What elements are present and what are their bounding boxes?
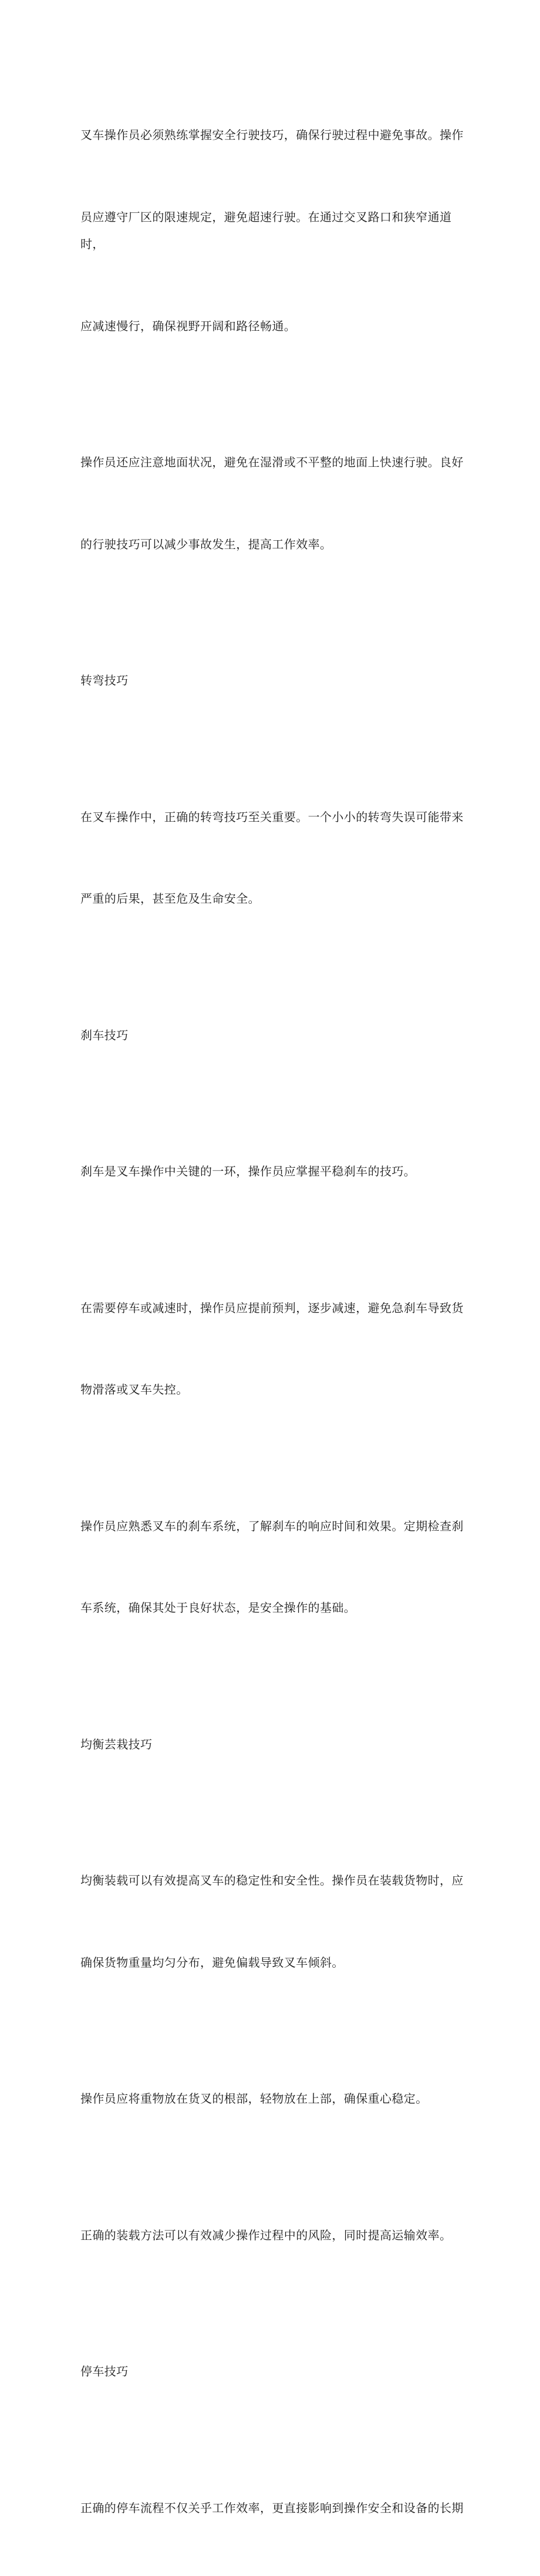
text-line: 叉车操作员必须熟练掌握安全行驶技巧，确保行驶过程中避免事故。操作: [80, 121, 468, 149]
text-line: 操作员应熟悉叉车的刹车系统，了解刹车的响应时间和效果。定期检查刹: [80, 1513, 468, 1540]
text-line: 操作员应将重物放在货叉的根部，轻物放在上部，确保重心稳定。: [80, 2085, 468, 2113]
text-line: 在叉车操作中，正确的转弯技巧至关重要。一个小小的转弯失误可能带来: [80, 804, 468, 831]
heading-parking-skills: [80, 2303, 468, 2440]
heading-text: 停车技巧: [80, 2358, 468, 2385]
text-line: 物滑落或叉车失控。: [80, 1376, 468, 1404]
heading-text: 刹车技巧: [80, 1022, 468, 1049]
text-line: 的行驶技巧可以减少事故发生，提高工作效率。: [80, 531, 468, 558]
paragraph-braking-system: [80, 1458, 468, 1676]
heading-balanced-loading: [80, 1676, 468, 1813]
text-line: 操作员还应注意地面状况，避免在湿滑或不平整的地面上快速行驶。良好: [80, 449, 468, 476]
paragraph-turning: [80, 749, 468, 967]
document-body: [80, 67, 468, 2576]
text-line: 在需要停车或减速时，操作员应提前预判，逐步减速，避免急刹车导致货: [80, 1294, 468, 1322]
text-line: 均衡装载可以有效提高叉车的稳定性和安全性。操作员在装载货物时，应: [80, 1867, 468, 1894]
heading-text: 转弯技巧: [80, 667, 468, 694]
heading-turning-skills: [80, 612, 468, 749]
text-line: 正确的停车流程不仅关乎工作效率，更直接影响到操作安全和设备的长期: [80, 2494, 468, 2522]
paragraph-loading-stability: [80, 1812, 468, 2031]
heading-braking-skills: [80, 967, 468, 1104]
text-line: 车系统，确保其处于良好状态，是安全操作的基础。: [80, 1594, 468, 1622]
text-line: 应减速慢行，确保视野开阔和路径畅通。: [80, 313, 468, 340]
text-line: 员应遵守厂区的限速规定，避免超速行驶。在通过交叉路口和狭窄通道时，: [80, 204, 468, 258]
paragraph-road-conditions: [80, 394, 468, 612]
paragraph-loading-placement: [80, 2031, 468, 2167]
paragraph-braking-intro: [80, 1103, 468, 1240]
paragraph-parking: [80, 2440, 468, 2576]
document-page: [0, 0, 540, 763]
text-line: 刹车是叉车操作中关键的一环，操作员应掌握平稳刹车的技巧。: [80, 1158, 468, 1185]
text-line: 确保货物重量均匀分布，避免偏载导致叉车倾斜。: [80, 1949, 468, 1977]
paragraph-braking-anticipate: [80, 1240, 468, 1458]
heading-text: 均衡芸栽技巧: [80, 1731, 468, 1758]
paragraph-loading-method: [80, 2167, 468, 2304]
text-line: 正确的装载方法可以有效减少操作过程中的风险，同时提高运输效率。: [80, 2222, 468, 2249]
text-line: 严重的后果，甚至危及生命安全。: [80, 885, 468, 913]
paragraph-driving-skills: [80, 67, 468, 394]
